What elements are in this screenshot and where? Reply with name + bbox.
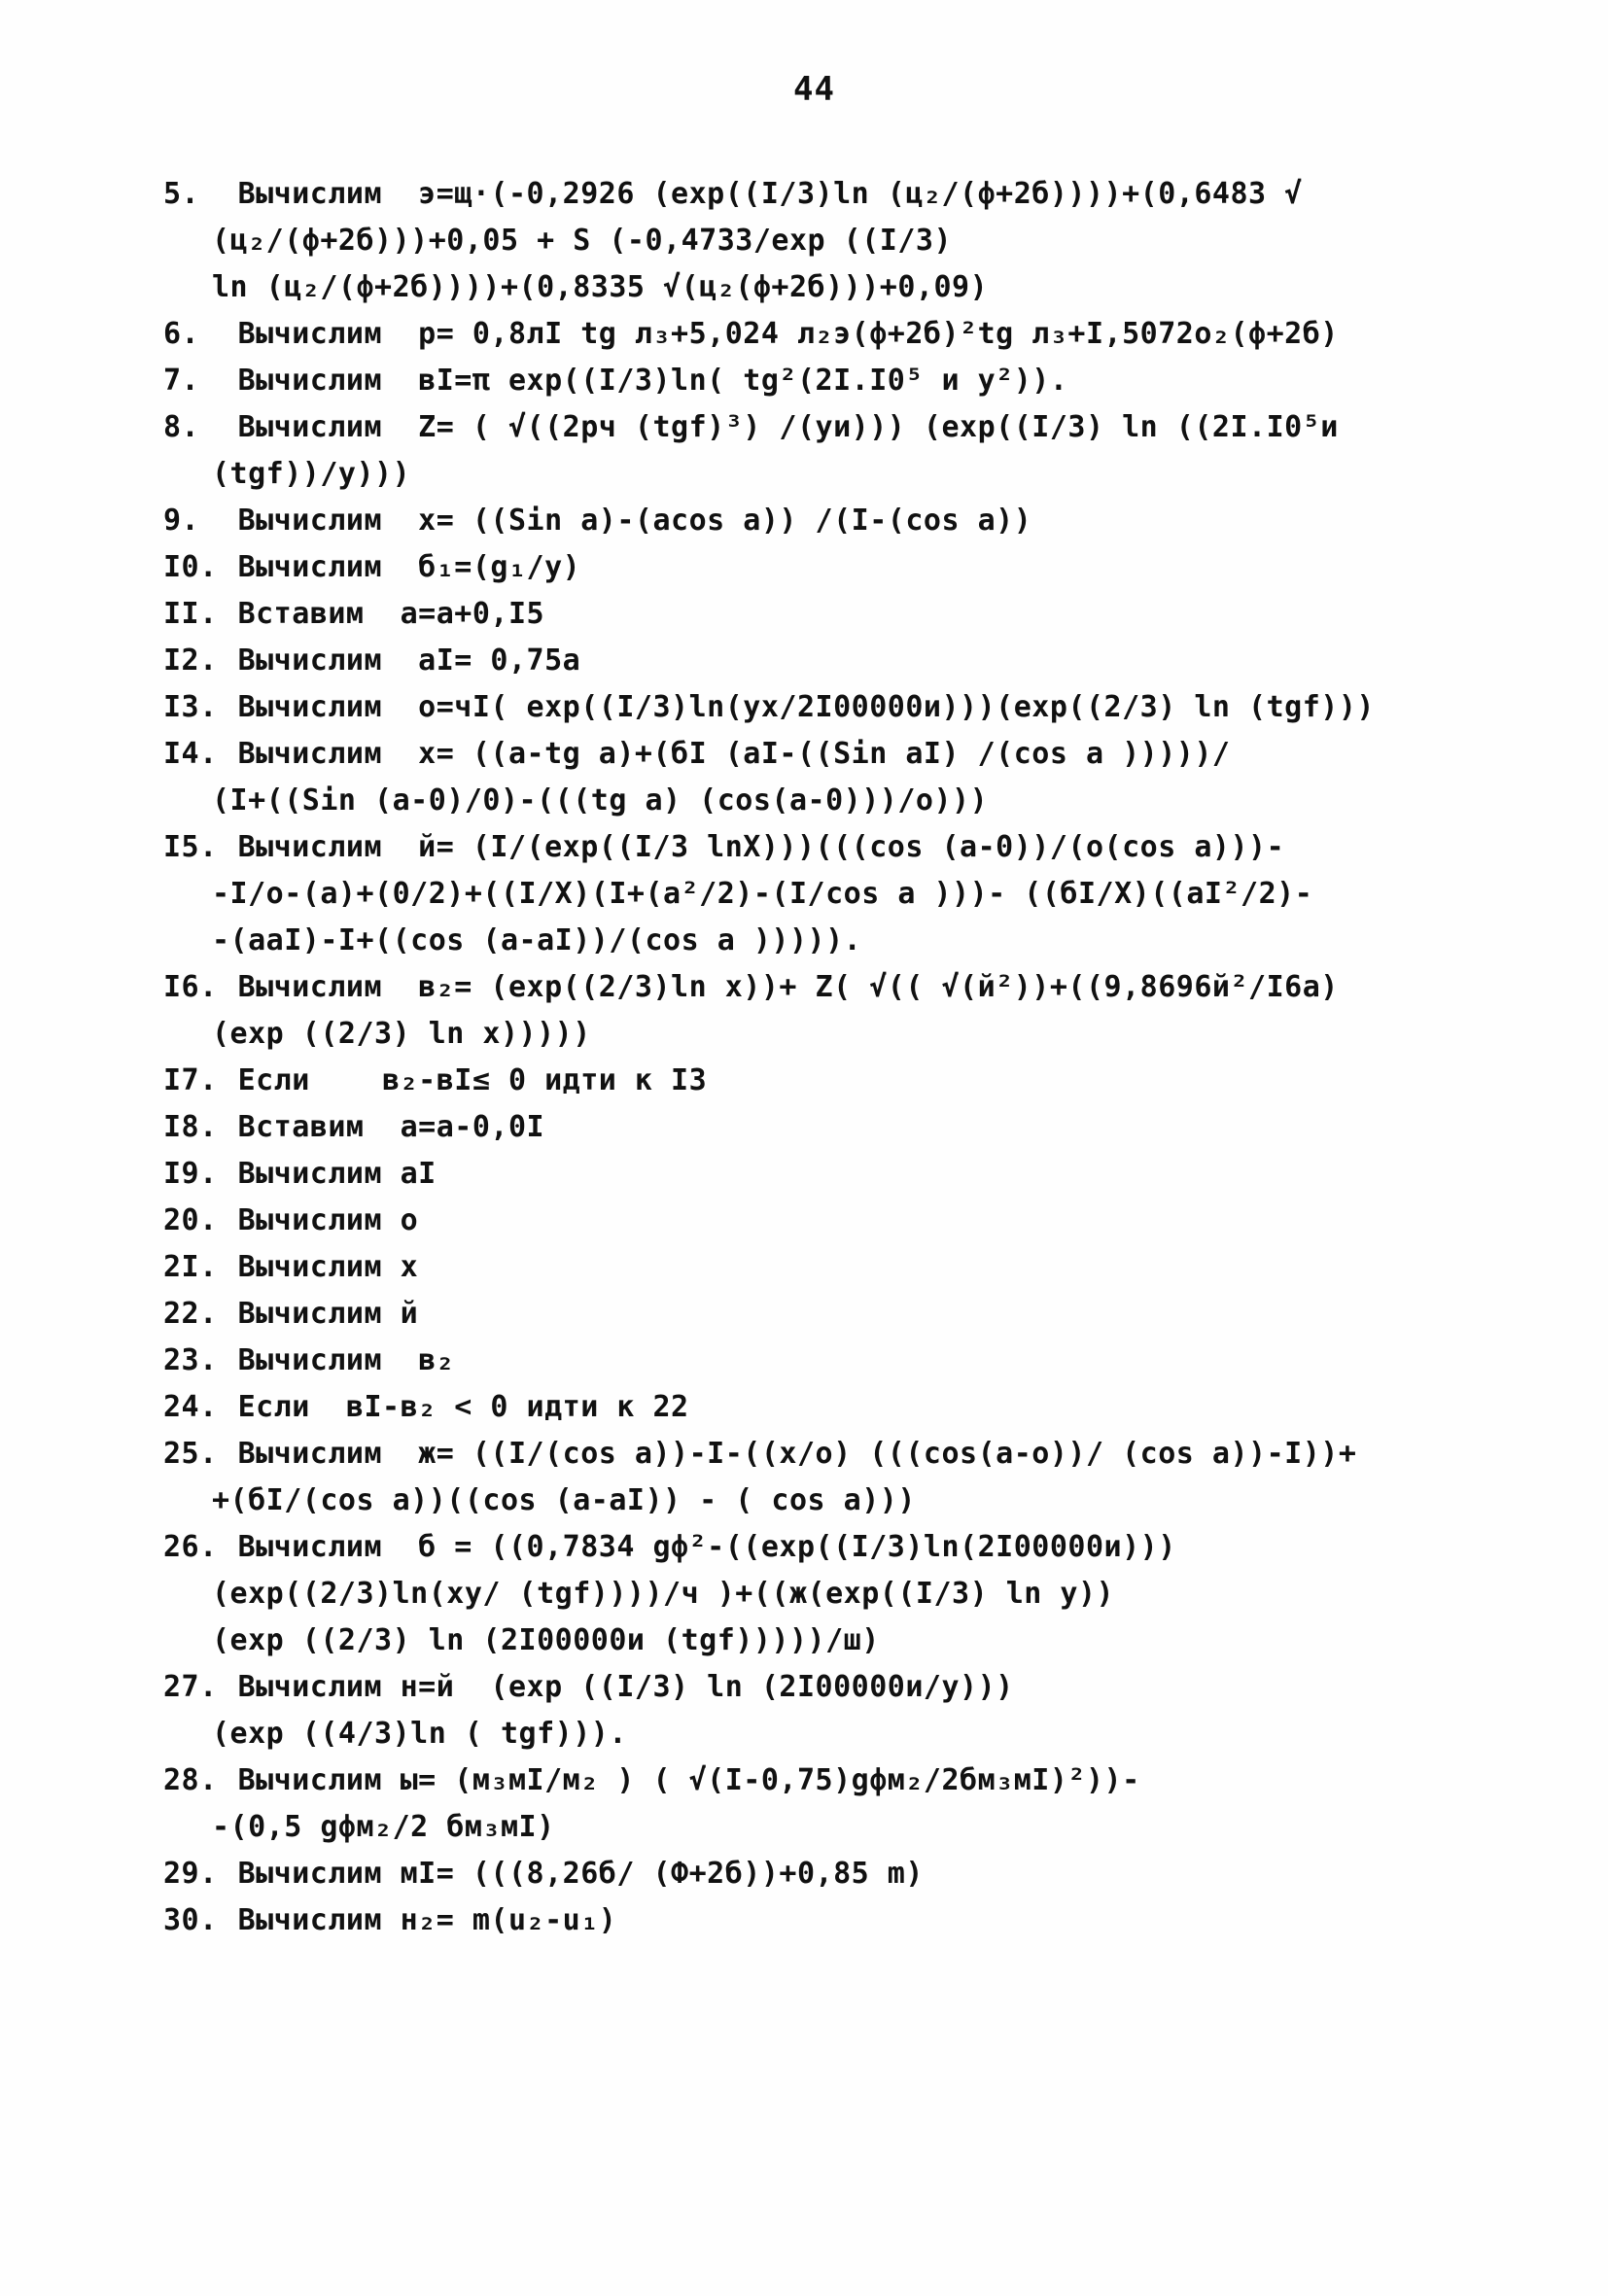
step-continuation-line (163, 1011, 1456, 1058)
algorithm-step (163, 171, 1456, 311)
step-text: -(0,5 gфм₂/2 бм₃мI) (212, 1810, 555, 1844)
step-first-line (163, 404, 1456, 451)
step-text: Вычислим х= ((Sin a)-(acos a)) /(I-(cos a)) (237, 504, 1032, 538)
step-continuation-line (163, 1478, 1456, 1524)
step-number: 27. (163, 1670, 218, 1704)
step-first-line (163, 311, 1456, 358)
algorithm-step (163, 404, 1456, 498)
step-first-line (163, 1291, 1456, 1338)
step-first-line (163, 1151, 1456, 1198)
step-first-line (163, 171, 1456, 218)
step-first-line (163, 1897, 1456, 1944)
step-text: ln (ц₂/(ф+2б))))+(0,8335 √(ц₂(ф+2б)))+0,09) (212, 270, 989, 304)
algorithm-step (163, 638, 1456, 684)
step-continuation-line (163, 1711, 1456, 1757)
step-text: -I/о-(а)+(0/2)+((I/X)(I+(а²/2)-(I/cos a )))- ((бI/X)((аI²/2)- (212, 877, 1313, 911)
step-number: I9. (163, 1157, 218, 1191)
algorithm-step (163, 1244, 1456, 1291)
step-continuation-line (163, 1571, 1456, 1618)
step-number: 22. (163, 1297, 218, 1331)
step-continuation-line (163, 918, 1456, 964)
step-text: Вычислим мI= (((8,26б/ (Ф+2б))+0,85 m) (237, 1857, 924, 1891)
step-continuation-line (163, 1618, 1456, 1664)
step-continuation-line (163, 871, 1456, 918)
step-first-line (163, 358, 1456, 404)
step-text: -(ааI)-I+((cos (а-аI))/(cos a ))))). (212, 923, 862, 957)
step-first-line (163, 1524, 1456, 1571)
step-first-line (163, 498, 1456, 544)
page-number: 44 (793, 70, 835, 109)
step-text: Вычислим о=чI( exp((I/3)ln(ух/2I00000и)))(exp((2/3) ln (tgf))) (237, 690, 1375, 724)
step-number: I2. (163, 644, 218, 678)
step-text: Вычислим б₁=(g₁/y) (237, 550, 581, 584)
algorithm-step (163, 964, 1456, 1058)
step-first-line (163, 1757, 1456, 1804)
step-number: I5. (163, 830, 218, 864)
step-number: 5. (163, 177, 200, 211)
step-text: Вычислим аI (237, 1157, 437, 1191)
step-first-line (163, 638, 1456, 684)
step-number: I4. (163, 737, 218, 771)
step-continuation-line (163, 451, 1456, 498)
step-text: Вычислим э=щ·(-0,2926 (exp((I/3)ln (ц₂/(ф+2б))))+(0,6483 √ (237, 177, 1303, 211)
step-continuation-line (163, 264, 1456, 311)
algorithm-step (163, 1384, 1456, 1431)
step-first-line (163, 731, 1456, 778)
step-first-line (163, 964, 1456, 1011)
algorithm-step (163, 1664, 1456, 1757)
step-text: Вставим а=а+0,I5 (237, 597, 545, 631)
algorithm-step (163, 591, 1456, 638)
algorithm-step (163, 1291, 1456, 1338)
step-first-line (163, 824, 1456, 871)
step-text: Вычислим в₂= (exp((2/3)ln x))+ Z( √(( √(й²))+((9,8696й²/I6а) (237, 970, 1339, 1004)
step-text: Вычислим ы= (м₃мI/м₂ ) ( √(I-0,75)gфм₂/2бм₃мI)²))- (237, 1763, 1140, 1797)
algorithm-step (163, 824, 1456, 964)
algorithm-step (163, 498, 1456, 544)
step-number: 9. (163, 504, 200, 538)
step-text: Вычислим ж= ((I/(cos a))-I-((х/о) (((cos(а-о))/ (cos a))-I))+ (237, 1437, 1357, 1471)
step-number: 24. (163, 1390, 218, 1424)
algorithm-step (163, 684, 1456, 731)
algorithm-step (163, 1524, 1456, 1664)
step-first-line (163, 1384, 1456, 1431)
algorithm-step (163, 358, 1456, 404)
step-text: (exp ((2/3) ln x))))) (212, 1017, 591, 1051)
step-text: Вычислим в₂ (237, 1343, 455, 1377)
step-first-line (163, 1664, 1456, 1711)
step-text: Вычислим й (237, 1297, 419, 1331)
step-text: (tgf))/y))) (212, 457, 411, 491)
step-text: (exp((2/3)ln(ху/ (tgf))))/ч )+((ж(exp((I/3) ln y)) (212, 1577, 1115, 1611)
step-continuation-line (163, 218, 1456, 264)
step-text: Вычислим вI=π exp((I/3)ln( tg²(2I.I0⁵ и y²)). (237, 364, 1068, 398)
algorithm-step (163, 1897, 1456, 1944)
step-number: 20. (163, 1203, 218, 1237)
step-continuation-line (163, 778, 1456, 824)
step-number: 7. (163, 364, 200, 398)
step-first-line (163, 1198, 1456, 1244)
step-text: Вычислим Z= ( √((2рч (tgf)³) /(уи))) (exp((I/3) ln ((2I.I0⁵и (237, 410, 1339, 444)
algorithm-step (163, 1058, 1456, 1104)
algorithm-step (163, 544, 1456, 591)
step-first-line (163, 1244, 1456, 1291)
step-first-line (163, 1338, 1456, 1384)
step-text: Вычислим н₂= m(u₂-u₁) (237, 1903, 617, 1937)
algorithm-step (163, 1104, 1456, 1151)
step-text: Вычислим аI= 0,75а (237, 644, 581, 678)
step-number: I0. (163, 550, 218, 584)
step-text: Вычислим о (237, 1203, 419, 1237)
step-first-line (163, 591, 1456, 638)
step-first-line (163, 1851, 1456, 1897)
step-text: Вычислим р= 0,8лI tg л₃+5,024 л₂э(ф+2б)²tg л₃+I,5072о₂(ф+2б) (237, 317, 1339, 351)
step-text: Вычислим х= ((а-tg a)+(бI (aI-((Sin aI) /(cos a )))))/ (237, 737, 1231, 771)
algorithm-step (163, 1151, 1456, 1198)
step-first-line (163, 684, 1456, 731)
step-continuation-line (163, 1804, 1456, 1851)
step-text: Если вI-в₂ < 0 идти к 22 (237, 1390, 689, 1424)
step-text: Вставим а=а-0,0I (237, 1110, 545, 1144)
step-text: Если в₂-вI≤ 0 идти к I3 (237, 1063, 708, 1097)
step-number: I3. (163, 690, 218, 724)
algorithm-step (163, 1851, 1456, 1897)
step-text: (I+((Sin (а-0)/0)-(((tg a) (cos(а-0)))/о))) (212, 783, 989, 818)
step-number: 29. (163, 1857, 218, 1891)
algorithm-step (163, 1757, 1456, 1851)
step-number: 6. (163, 317, 200, 351)
algorithm-step (163, 1431, 1456, 1524)
algorithm-step (163, 731, 1456, 824)
step-number: 28. (163, 1763, 218, 1797)
step-first-line (163, 544, 1456, 591)
step-text: Вычислим й= (I/(exp((I/3 lnX)))(((cos (а-0))/(о(cos a)))- (237, 830, 1285, 864)
step-first-line (163, 1431, 1456, 1478)
step-number: I8. (163, 1110, 218, 1144)
step-number: 26. (163, 1530, 218, 1564)
step-number: 30. (163, 1903, 218, 1937)
algorithm-steps (163, 171, 1456, 1944)
step-text: Вычислим х (237, 1250, 419, 1284)
step-number: 8. (163, 410, 200, 444)
step-first-line (163, 1104, 1456, 1151)
step-number: 25. (163, 1437, 218, 1471)
algorithm-step (163, 1198, 1456, 1244)
step-text: Вычислим н=й (exp ((I/3) ln (2I00000и/y))) (237, 1670, 1014, 1704)
step-text: (exp ((2/3) ln (2I00000и (tgf)))))/ш) (212, 1623, 880, 1657)
step-text: Вычислим б = ((0,7834 gф²-((exp((I/3)ln(2I00000и))) (237, 1530, 1176, 1564)
algorithm-step (163, 311, 1456, 358)
step-text: (ц₂/(ф+2б)))+0,05 + S (-0,4733/exp ((I/3) (212, 224, 953, 258)
step-number: II. (163, 597, 218, 631)
step-first-line (163, 1058, 1456, 1104)
step-number: 23. (163, 1343, 218, 1377)
step-text: +(бI/(cos a))((cos (а-аI)) - ( cos a))) (212, 1483, 916, 1517)
step-number: 2I. (163, 1250, 218, 1284)
step-text: (exp ((4/3)ln ( tgf))). (212, 1717, 627, 1751)
step-number: I7. (163, 1063, 218, 1097)
step-number: I6. (163, 970, 218, 1004)
algorithm-step (163, 1338, 1456, 1384)
